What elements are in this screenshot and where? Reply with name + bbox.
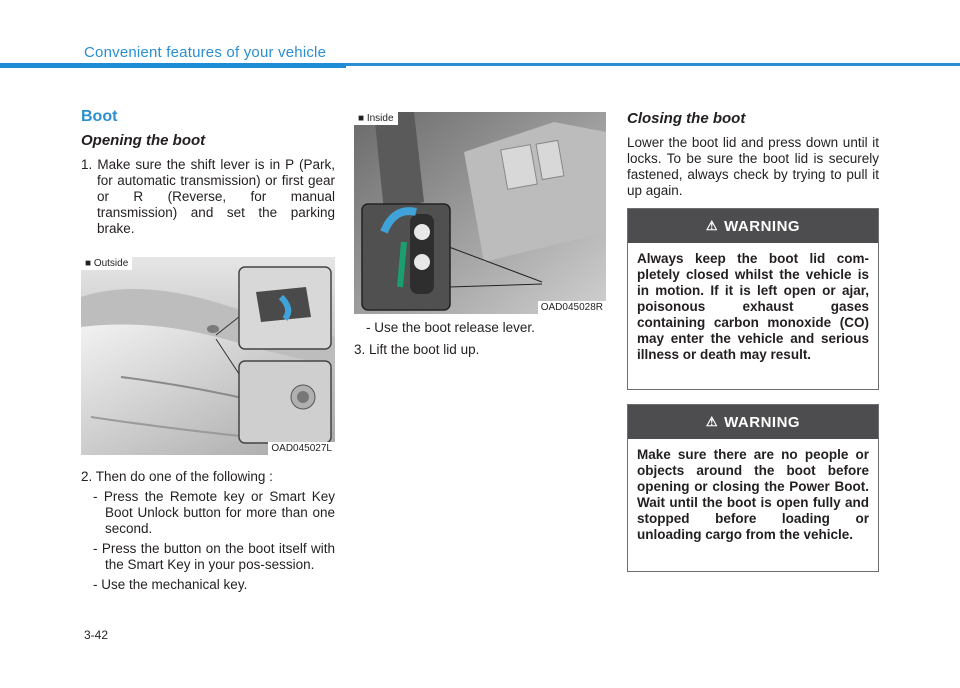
figure-inside-code: OAD045028R	[538, 301, 606, 314]
chapter-title: Convenient features of your vehicle	[84, 44, 327, 61]
option-remote-key: - Press the Remote key or Smart Key Boot Unlock button for more than one second.	[93, 489, 335, 536]
option-mechanical-key: - Use the mechanical key.	[93, 577, 248, 592]
column-middle	[354, 108, 606, 358]
warning-title-1: WARNING	[724, 217, 801, 235]
warning-header-1	[628, 209, 878, 243]
opening-heading: Opening the boot	[81, 132, 206, 149]
step-2: 2. Then do one of the following :	[81, 469, 273, 484]
page-number: 3-42	[84, 628, 109, 642]
warning-title-2: WARNING	[724, 413, 801, 431]
closing-heading: Closing the boot	[627, 110, 746, 127]
warning-triangle-icon: ⚠	[705, 218, 719, 233]
warning-triangle-icon: ⚠	[705, 414, 719, 429]
header-rule-accent	[0, 63, 346, 68]
warning-header-2	[628, 405, 878, 439]
boot-exterior-illustration	[81, 257, 335, 455]
warning-box-2	[627, 404, 879, 572]
warning-text-1: Always keep the boot lid com-pletely closed whilst the vehicle is in motion. If it is left open or ajar, poisonous exhaust gases containing carbon monoxide (CO) may enter the vehicle and serious illness or death may result.	[637, 251, 869, 362]
step-1: 1. Make sure the shift lever is in P (Park, for automatic transmission) or first gear or R (Reverse, for manual transmission) and set the parking brake.	[81, 157, 335, 236]
figure-outside	[81, 257, 335, 455]
option-boot-button: - Press the button on the boot itself with the Smart Key in your pos-session.	[93, 541, 335, 572]
figure-outside-label: ■ Outside	[81, 257, 132, 270]
figure-inside	[354, 112, 606, 314]
warning-box-1	[627, 208, 879, 390]
figure-outside-code: OAD045027L	[268, 442, 335, 455]
column-right	[627, 108, 879, 199]
step-3: 3. Lift the boot lid up.	[354, 342, 480, 357]
boot-release-lever-illustration	[354, 112, 606, 314]
option-release-lever: - Use the boot release lever.	[366, 320, 535, 335]
warning-text-2: Make sure there are no people or objects around the boot before opening or closing the Power Boot. Wait until the boot is open fully and stopped before loading or unloading cargo from the vehicle.	[637, 447, 869, 542]
figure-inside-label: ■ Inside	[354, 112, 398, 125]
column-left	[81, 108, 335, 593]
section-title: Boot	[81, 108, 118, 125]
closing-text: Lower the boot lid and press down until it locks. To be sure the boot lid is securely fastened, always check by trying to pull it up again.	[627, 135, 879, 198]
